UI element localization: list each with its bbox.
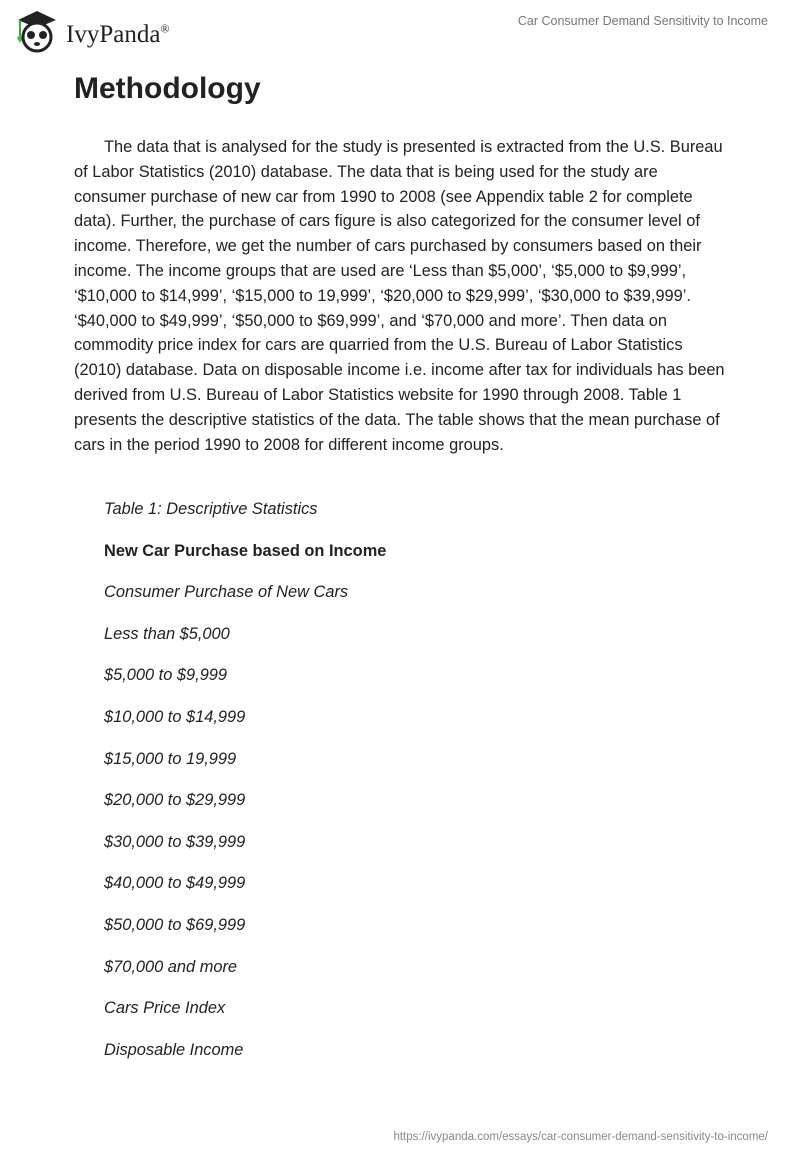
table-items-list xyxy=(104,498,386,1080)
list-item: $5,000 to $9,999 xyxy=(104,666,228,685)
source-url[interactable]: https://ivypanda.com/essays/car-consumer-demand-sensitivity-to-income/ xyxy=(393,1131,768,1143)
list-item: $40,000 to $49,999 xyxy=(104,874,246,893)
logo-text: IvyPanda xyxy=(66,21,161,48)
methodology-paragraph: The data that is analysed for the study is presented is extracted from the U.S. Bureau of Labor Statistics (2010) database. The data that is being used for the study are consumer purchase of new car from 1990 to 2008 (see Appendix table 2 for complete data). Further, the purchase of cars figure is also categorized for the consumer level of income. Therefore, we get the number of cars purchased by consumers based on their income. The income groups that are used are ‘Less than $5,000’, ‘$5,000 to $9,999’, ‘$10,000 to $14,999’, ‘$15,000 to 19,999’, ‘$20,000 to $29,999’, ‘$30,000 to $39,999’. ‘$40,000 to $49,999’, ‘$50,000 to $69,999’, and ‘$70,000 and more’. Then data on commodity price index for cars are quarried from the U.S. Bureau of Labor Statistics (2010) database. Data on disposable income i.e. income after tax for individuals has been derived from U.S. Bureau of Labor Statistics website for 1990 through 2008. Table 1 presents the descriptive statistics of the data. The table shows that the mean purchase of cars in the period 1990 to 2008 for different income groups. xyxy=(74,138,725,454)
panda-logo-icon xyxy=(14,8,60,54)
list-item: $20,000 to $29,999 xyxy=(104,791,246,810)
ivypanda-logo[interactable] xyxy=(14,8,170,54)
list-item: Less than $5,000 xyxy=(104,624,230,643)
table-caption: Table 1: Descriptive Statistics xyxy=(104,500,318,518)
list-item: Cars Price Index xyxy=(104,999,226,1018)
list-item: $15,000 to 19,999 xyxy=(104,749,237,768)
document-title: Car Consumer Demand Sensitivity to Income xyxy=(517,14,768,28)
table-subheading: New Car Purchase based on Income xyxy=(104,541,387,560)
registered-mark: ® xyxy=(160,21,170,36)
list-item: $70,000 and more xyxy=(104,957,238,976)
section-heading: Methodology xyxy=(74,72,261,105)
list-item: Consumer Purchase of New Cars xyxy=(104,583,349,602)
list-item: $30,000 to $39,999 xyxy=(104,832,246,851)
list-item: Disposable Income xyxy=(104,1040,244,1059)
list-item: $10,000 to $14,999 xyxy=(104,707,246,726)
list-item: $50,000 to $69,999 xyxy=(104,915,246,934)
